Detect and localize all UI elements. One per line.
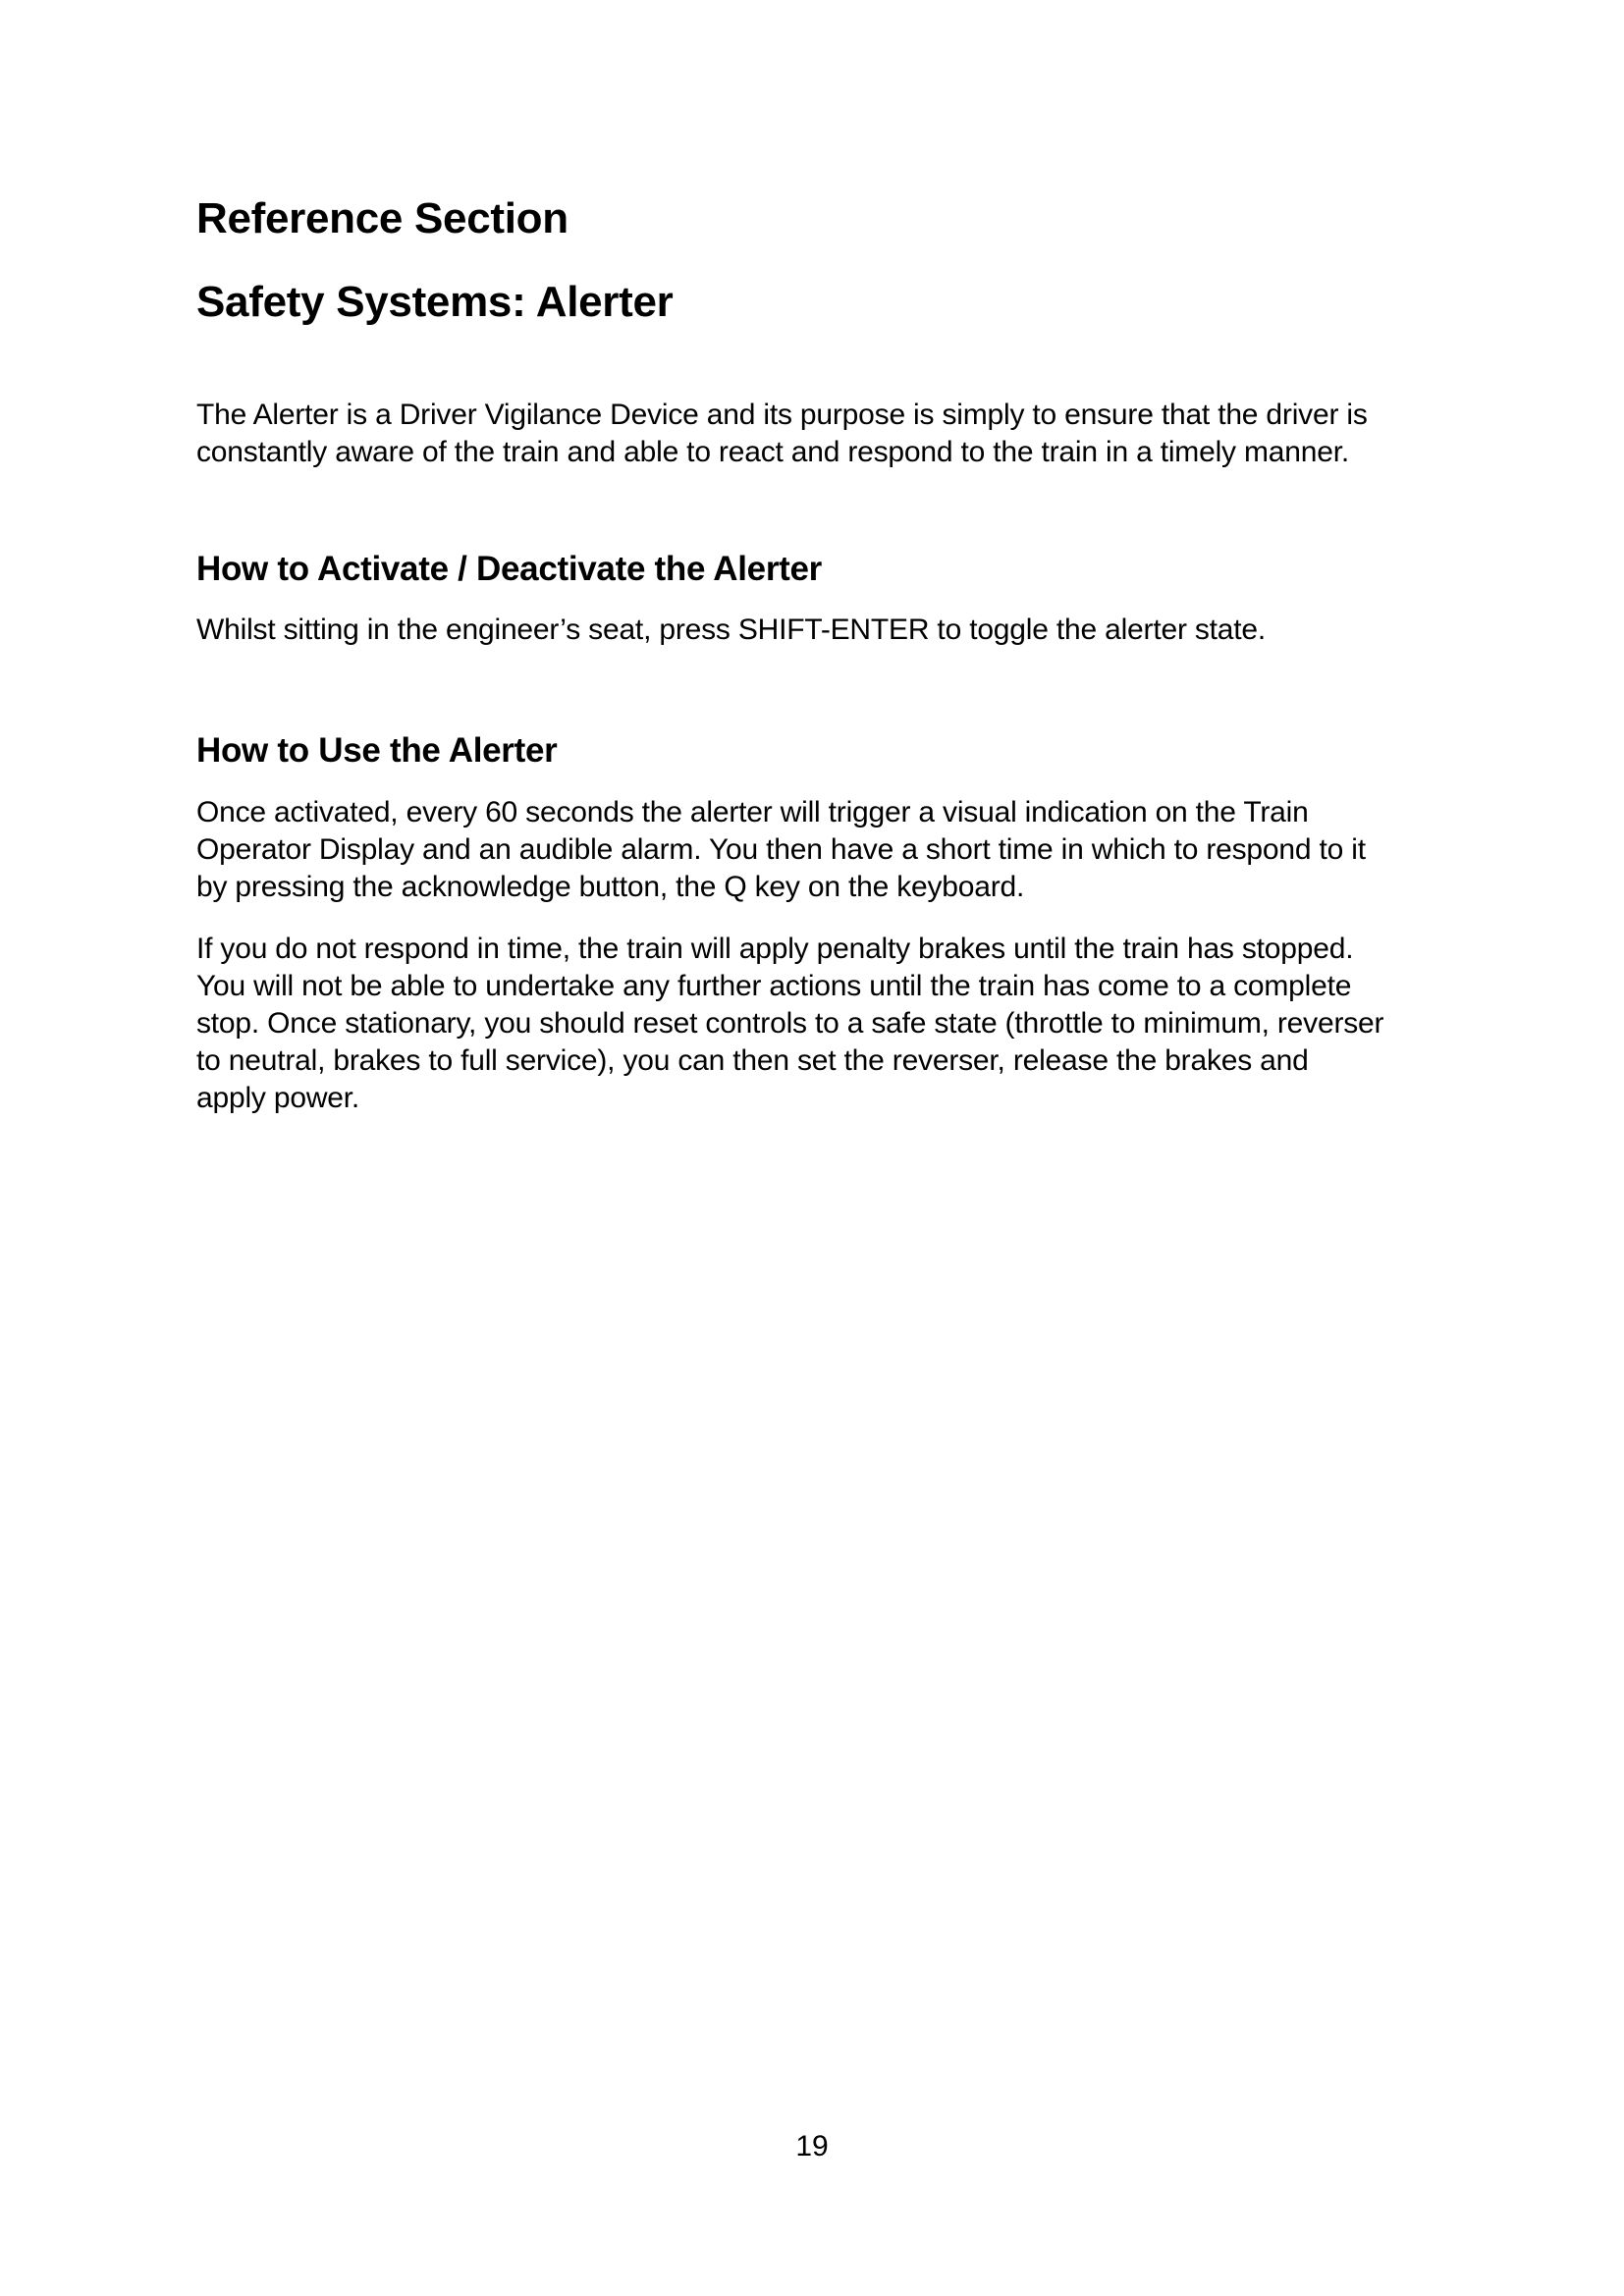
heading-use-alerter: How to Use the Alerter <box>196 731 558 770</box>
text-line: apply power. <box>196 1082 360 1114</box>
use-alerter-paragraph-2 <box>196 931 1434 1117</box>
text-line: Once activated, every 60 seconds the alerter will trigger a visual indication on the Train <box>196 796 1309 828</box>
page-title-safety-systems-alerter: Safety Systems: Alerter <box>196 278 674 326</box>
text-line: stop. Once stationary, you should reset controls to a safe state (throttle to minimum, reverser <box>196 1007 1384 1040</box>
text-line: by pressing the acknowledge button, the Q key on the keyboard. <box>196 871 1025 903</box>
text-line: You will not be able to undertake any further actions until the train has come to a complete <box>196 970 1352 1002</box>
text-line: constantly aware of the train and able to react and respond to the train in a timely manner. <box>196 436 1349 468</box>
text-line: Operator Display and an audible alarm. You then have a short time in which to respond to it <box>196 833 1366 866</box>
text-line: to neutral, brakes to full service), you can then set the reverser, release the brakes and <box>196 1044 1309 1077</box>
page-title-reference-section: Reference Section <box>196 194 568 242</box>
text-line: The Alerter is a Driver Vigilance Device and its purpose is simply to ensure that the driver is <box>196 399 1368 431</box>
intro-paragraph <box>196 397 1434 471</box>
page-number: 19 <box>795 2130 829 2163</box>
text-line: If you do not respond in time, the train will apply penalty brakes until the train has stopped. <box>196 933 1354 965</box>
heading-activate-deactivate-alerter: How to Activate / Deactivate the Alerter <box>196 550 822 588</box>
text-line: Whilst sitting in the engineer’s seat, press SHIFT-ENTER to toggle the alerter state. <box>196 614 1267 646</box>
use-alerter-paragraph-1 <box>196 794 1434 906</box>
activate-paragraph <box>196 612 1434 649</box>
